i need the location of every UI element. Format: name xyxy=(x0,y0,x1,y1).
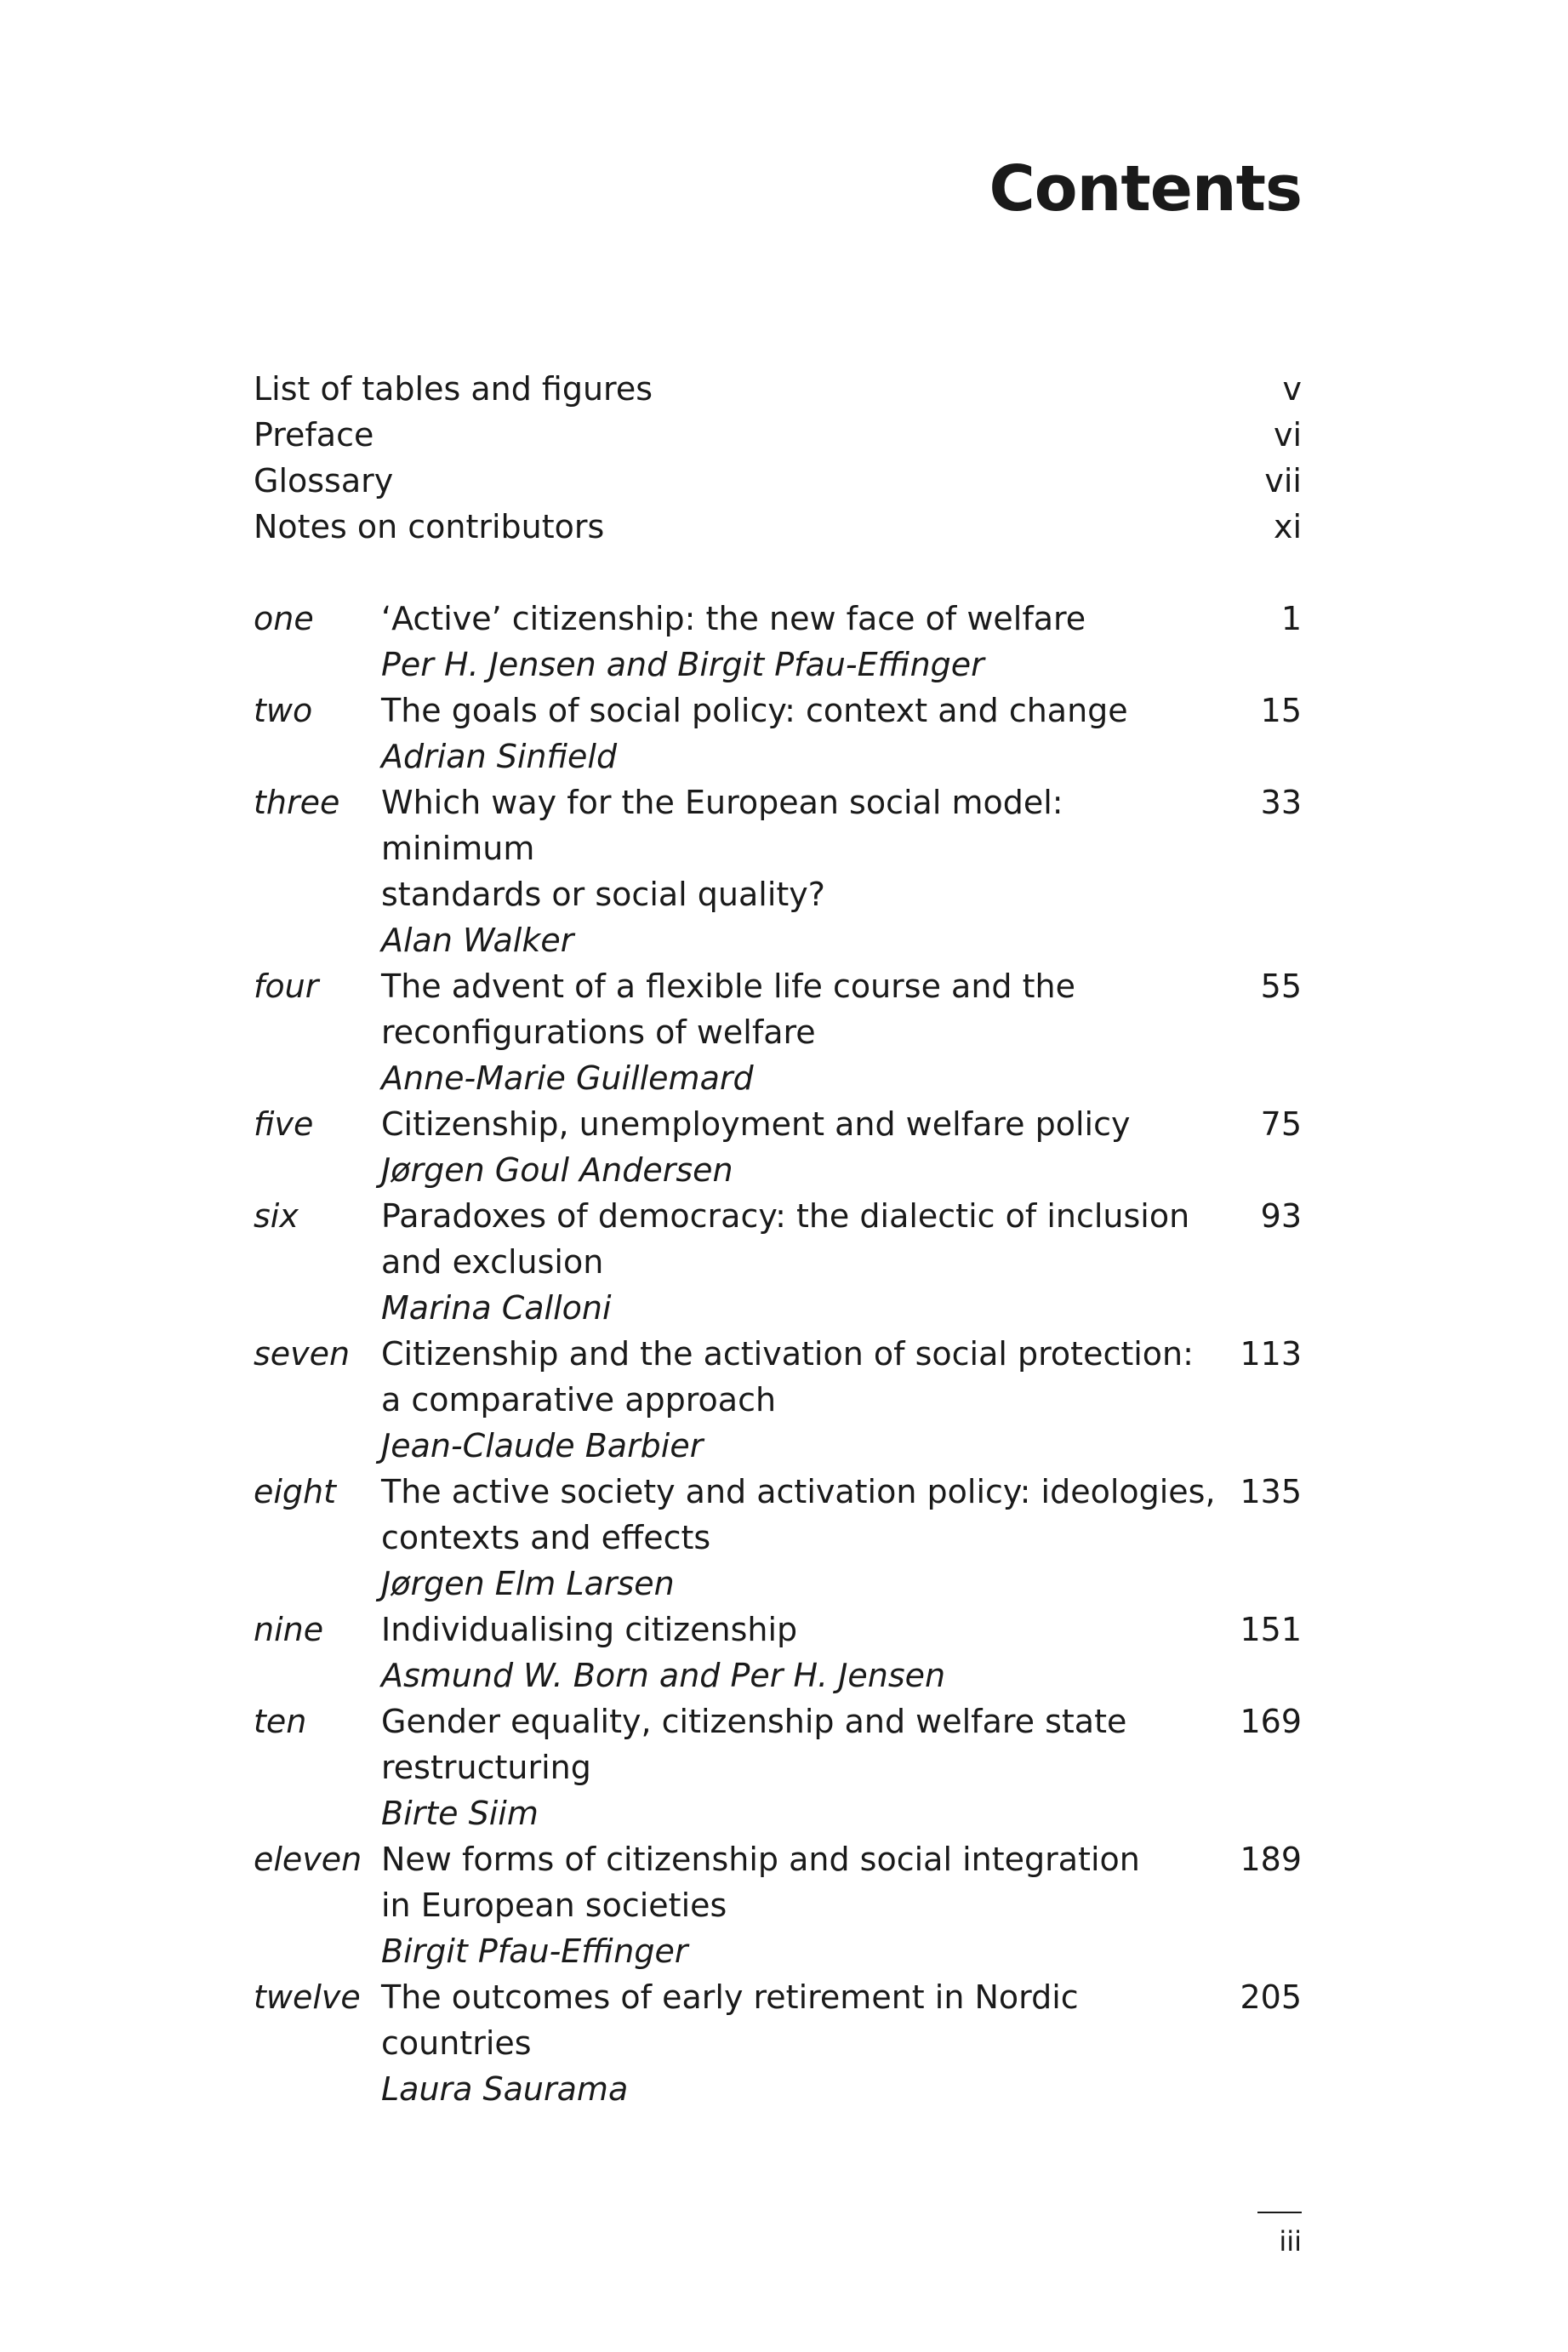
chapter-number: six xyxy=(254,1197,299,1235)
chapter-author: Adrian Sinfield xyxy=(381,738,618,775)
chapter-page: 205 xyxy=(1240,1978,1302,2016)
front-matter-label: Glossary xyxy=(254,462,394,500)
chapter-page: 151 xyxy=(1240,1611,1302,1648)
chapter-page: 33 xyxy=(1260,784,1302,821)
chapter-entry xyxy=(254,779,1302,963)
chapter-page: 135 xyxy=(1240,1473,1302,1510)
chapter-title: New forms of citizenship and social integration in European societies xyxy=(381,1841,1140,1924)
chapter-number: twelve xyxy=(254,1978,361,2016)
chapter-title: Paradoxes of democracy: the dialectic of inclusion and exclusion xyxy=(381,1197,1190,1281)
chapter-author: Jean-Claude Barbier xyxy=(381,1427,704,1464)
chapter-entry xyxy=(254,1331,1302,1469)
chapter-entry xyxy=(254,1607,1302,1698)
front-matter-label: Preface xyxy=(254,416,374,454)
chapter-number: nine xyxy=(254,1611,324,1648)
chapter-entry xyxy=(254,1698,1302,1836)
chapter-author: Per H. Jensen and Birgit Pfau-Effinger xyxy=(381,646,984,683)
chapter-page: 1 xyxy=(1280,600,1302,637)
front-matter-item xyxy=(254,366,1302,412)
chapter-title: ‘Active’ citizenship: the new face of welfare xyxy=(381,600,1086,637)
table-of-contents xyxy=(254,366,1302,2112)
chapter-entry xyxy=(254,1101,1302,1193)
page-title: Contents xyxy=(989,152,1302,225)
chapter-title: Which way for the European social model: minimum standards or social quality? xyxy=(381,784,1063,913)
chapter-page: 15 xyxy=(1260,692,1302,729)
chapter-title: Citizenship, unemployment and welfare policy xyxy=(381,1105,1131,1143)
front-matter-page: xi xyxy=(1273,508,1302,545)
chapter-entry xyxy=(254,688,1302,779)
chapter-number: eleven xyxy=(254,1841,362,1878)
chapter-number: ten xyxy=(254,1703,307,1740)
front-matter-item xyxy=(254,412,1302,458)
chapter-author: Birte Siim xyxy=(381,1795,539,1832)
chapter-author: Alan Walker xyxy=(381,922,574,959)
chapter-author: Asmund W. Born and Per H. Jensen xyxy=(381,1657,946,1694)
chapter-number: one xyxy=(254,600,314,637)
chapter-entry xyxy=(254,596,1302,688)
chapter-entry xyxy=(254,1836,1302,1974)
chapter-entry xyxy=(254,963,1302,1101)
chapter-page: 55 xyxy=(1260,968,1302,1005)
chapter-entry xyxy=(254,1193,1302,1331)
front-matter-page: vi xyxy=(1273,416,1302,454)
chapter-number: five xyxy=(254,1105,314,1143)
chapter-author: Jørgen Elm Larsen xyxy=(381,1565,675,1602)
chapter-author: Anne-Marie Guillemard xyxy=(381,1059,754,1097)
chapter-author: Jørgen Goul Andersen xyxy=(381,1151,733,1189)
chapter-author: Laura Saurama xyxy=(381,2070,629,2108)
chapter-entry xyxy=(254,1469,1302,1607)
chapter-page: 169 xyxy=(1240,1703,1302,1740)
front-matter-list xyxy=(254,366,1302,550)
chapter-page: 189 xyxy=(1240,1841,1302,1878)
chapter-number: two xyxy=(254,692,313,729)
chapter-number: seven xyxy=(254,1335,351,1373)
front-matter-item xyxy=(254,458,1302,504)
chapter-number: three xyxy=(254,784,340,821)
chapter-list xyxy=(254,596,1302,2112)
front-matter-label: Notes on contributors xyxy=(254,508,605,545)
chapter-title: Citizenship and the activation of social protection: a comparative approach xyxy=(381,1335,1194,1419)
chapter-entry xyxy=(254,1974,1302,2112)
chapter-title: The outcomes of early retirement in Nordic countries xyxy=(381,1978,1079,2062)
chapter-number: four xyxy=(254,968,319,1005)
front-matter-label: List of tables and figures xyxy=(254,370,653,408)
chapter-title: The goals of social policy: context and change xyxy=(381,692,1128,729)
chapter-title: The advent of a flexible life course and the reconfigurations of welfare xyxy=(381,968,1075,1051)
chapter-title: Gender equality, citizenship and welfare state restructuring xyxy=(381,1703,1127,1786)
chapter-author: Marina Calloni xyxy=(381,1289,612,1327)
chapter-title: Individualising citizenship xyxy=(381,1611,798,1648)
chapter-page: 75 xyxy=(1260,1105,1302,1143)
chapter-author: Birgit Pfau-Effinger xyxy=(381,1932,688,1970)
front-matter-page: vii xyxy=(1264,462,1302,500)
chapter-page: 113 xyxy=(1240,1335,1302,1373)
front-matter-item xyxy=(254,504,1302,550)
chapter-page: 93 xyxy=(1260,1197,1302,1235)
chapter-number: eight xyxy=(254,1473,337,1510)
chapter-title: The active society and activation policy: ideologies, contexts and effects xyxy=(381,1473,1216,1556)
front-matter-page: v xyxy=(1282,370,1302,408)
folio-rule xyxy=(1257,2212,1302,2213)
page-number: iii xyxy=(1279,2225,1302,2258)
